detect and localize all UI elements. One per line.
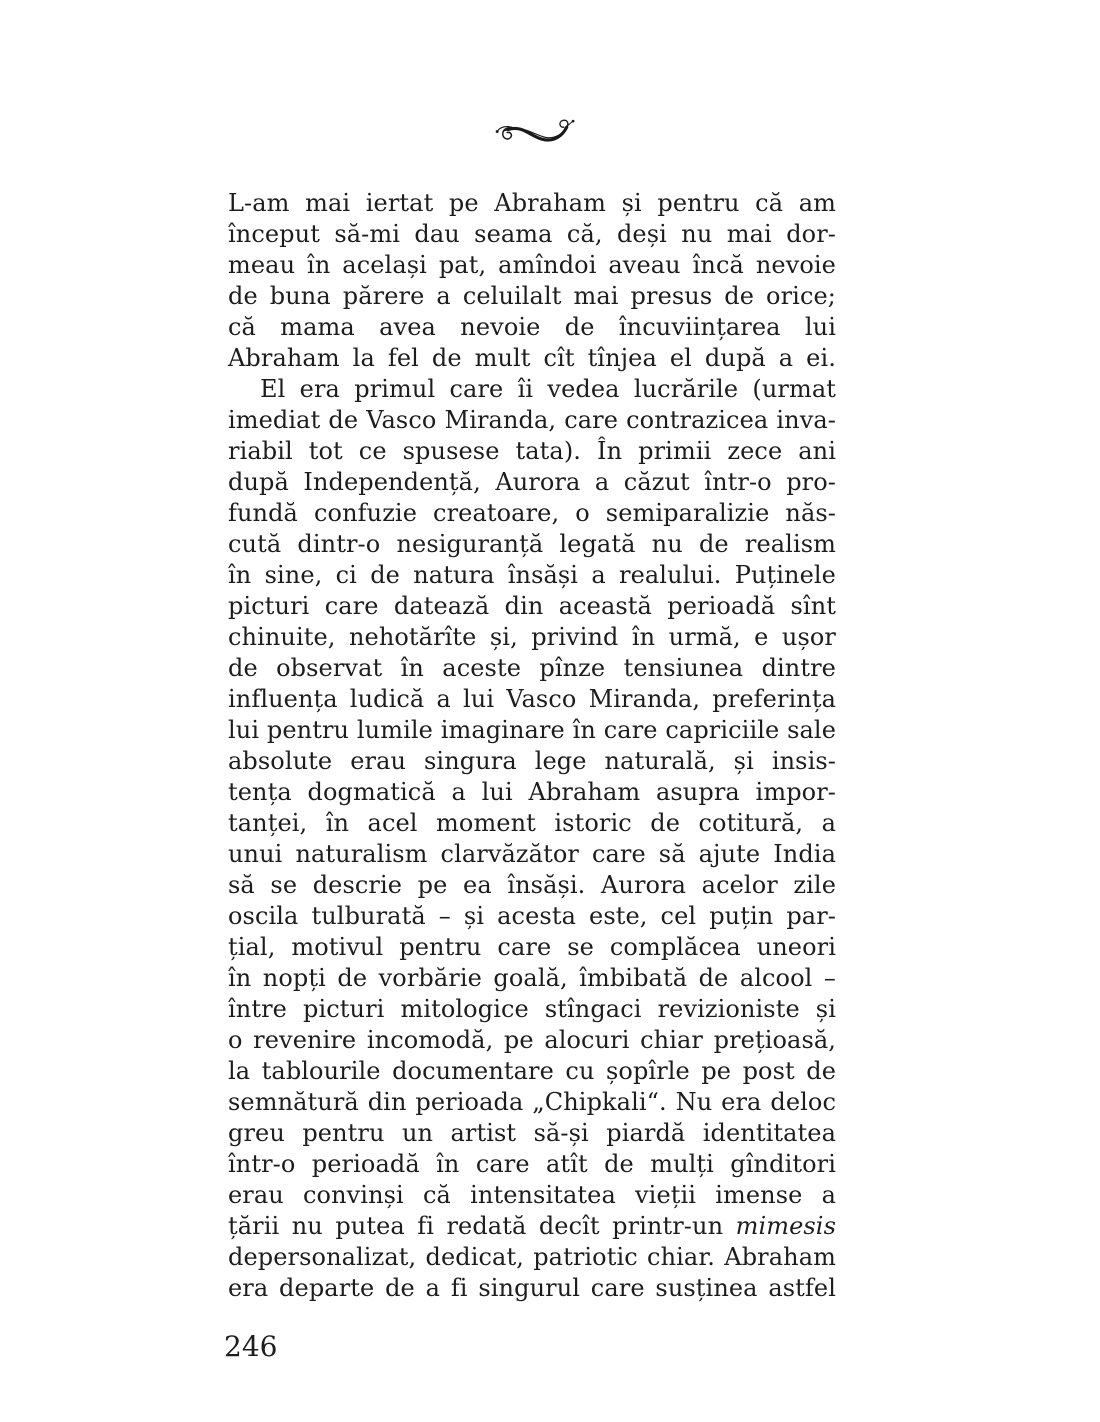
text-line: tanței, în acel moment istoric de cotitură, a <box>228 809 836 837</box>
text-line: că mama avea nevoie de încuviințarea lui <box>228 313 836 341</box>
text-line: erau convinși că intensitatea vieții imense a <box>228 1181 836 1209</box>
text-line: chinuite, nehotărîte și, privind în urmă, e ușor <box>228 623 836 651</box>
text-line: depersonalizat, dedicat, patriotic chiar. Abraham <box>228 1243 836 1271</box>
text-line: Abraham la fel de mult cît tînjea el după a ei. <box>228 344 836 372</box>
text-line: țial, motivul pentru care se complăcea uneori <box>228 933 836 961</box>
text-line: o revenire incomodă, pe alocuri chiar prețioasă, <box>228 1026 836 1054</box>
text-line: influența ludică a lui Vasco Miranda, preferința <box>228 685 836 713</box>
text-line: într-o perioadă în care atît de mulți gînditori <box>228 1150 836 1178</box>
text-line: unui naturalism clarvăzător care să ajute India <box>228 840 836 868</box>
text-line: tența dogmatică a lui Abraham asupra impor- <box>228 778 836 806</box>
text-line: lui pentru lumile imaginare în care capriciile sale <box>228 716 836 744</box>
flourish-icon <box>494 118 576 150</box>
text-line: absolute erau singura lege naturală, și insis- <box>228 747 836 775</box>
paragraph <box>228 374 836 1304</box>
text-line: meau în același pat, amîndoi aveau încă nevoie <box>228 251 836 279</box>
text-line: în nopți de vorbărie goală, îmbibată de alcool – <box>228 964 836 992</box>
text-line: început să-mi dau seama că, deși nu mai dor- <box>228 220 836 248</box>
text-line: picturi care datează din această perioadă sînt <box>228 592 836 620</box>
text-line: în sine, ci de natura însăși a realului. Puținele <box>228 561 836 589</box>
text-line: greu pentru un artist să-și piardă identitatea <box>228 1119 836 1147</box>
text-line: să se descrie pe ea însăși. Aurora acelor zile <box>228 871 836 899</box>
text-block <box>228 188 836 1304</box>
text-line: între picturi mitologice stîngaci revizioniste și <box>228 995 836 1023</box>
text-line: de observat în aceste pînze tensiunea dintre <box>228 654 836 682</box>
text-line: la tablourile documentare cu șopîrle pe post de <box>228 1057 836 1085</box>
text-line: El era primul care îi vedea lucrările (urmat <box>260 375 836 403</box>
text-line: fundă confuzie creatoare, o semiparalizie năs- <box>228 499 836 527</box>
text-line: după Independență, Aurora a căzut într-o pro- <box>228 468 836 496</box>
text-line: semnătură din perioada „Chipkali“. Nu era deloc <box>228 1088 836 1116</box>
text-line: L-am mai iertat pe Abraham și pentru că am <box>228 189 836 217</box>
text-line: era departe de a fi singurul care susținea astfel <box>228 1274 836 1302</box>
text-line: țării nu putea fi redată decît printr-un mimesis <box>228 1212 836 1240</box>
paragraph <box>228 188 836 374</box>
text-line: cută dintr-o nesiguranță legată nu de realism <box>228 530 836 558</box>
page-number: 246 <box>224 1330 278 1363</box>
text-line: imediat de Vasco Miranda, care contrazicea inva- <box>228 406 836 434</box>
text-line: de buna părere a celuilalt mai presus de orice; <box>228 282 836 310</box>
text-line: riabil tot ce spusese tata). În primii zece ani <box>228 437 836 465</box>
emphasized-text: mimesis <box>735 1212 836 1240</box>
text-line: oscila tulburată – și acesta este, cel puțin par- <box>228 902 836 930</box>
